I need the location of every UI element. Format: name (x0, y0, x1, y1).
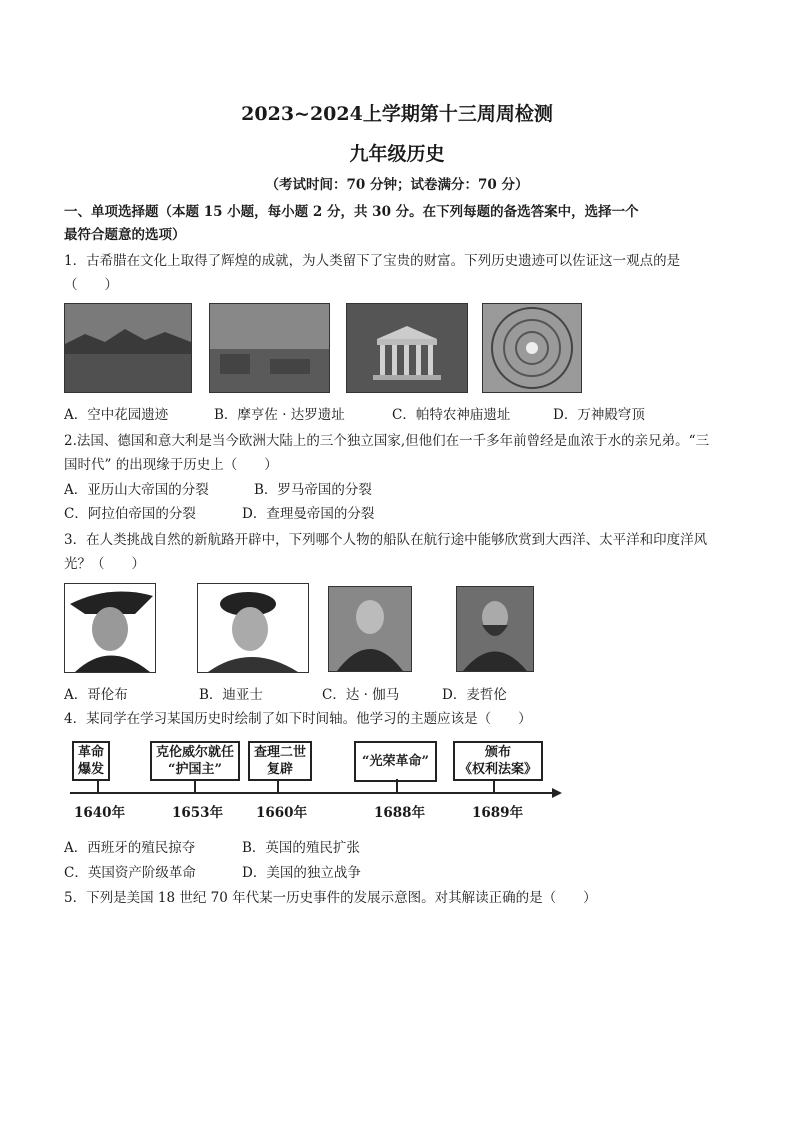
q1-option-a[interactable]: A．空中花园遗迹 (64, 407, 169, 423)
q4-timeline (64, 735, 564, 825)
q3-option-d[interactable]: D．麦哲伦 (442, 687, 507, 703)
timeline-event-1640-line2: 爆发 (78, 762, 105, 777)
timeline-year-1688: 1688年 (374, 805, 426, 821)
q1-image-parthenon (346, 303, 468, 393)
q1-option-c[interactable]: C．帕特农神庙遗址 (392, 407, 511, 423)
q4-option-a[interactable]: A．西班牙的殖民掠夺 (64, 840, 196, 856)
section1-heading-line2: 最符合题意的选项） (64, 227, 186, 243)
q3-image-da-gama-portrait (328, 586, 412, 672)
q1-image-hanging-gardens (64, 303, 192, 393)
q3-option-b[interactable]: B．迪亚士 (199, 687, 263, 703)
q4-option-b[interactable]: B．英国的殖民扩张 (242, 840, 360, 856)
timeline-year-1689: 1689年 (472, 805, 524, 821)
exam-subtitle: 九年级历史 (349, 143, 445, 165)
q3-image-magellan-portrait (456, 586, 534, 672)
q3-option-a[interactable]: A．哥伦布 (64, 687, 128, 703)
q5-stem: 5．下列是美国 18 世纪 70 年代某一历史事件的发展示意图。对其解读正确的是（ ） (64, 890, 597, 906)
q1-stem-line2: （ ） (64, 277, 118, 293)
q3-image-dias-portrait (197, 583, 309, 673)
q4-option-d[interactable]: D．美国的独立战争 (242, 865, 361, 881)
q1-option-b[interactable]: B．摩亨佐 · 达罗遗址 (214, 407, 345, 423)
timeline-event-1653-line2: “护国主” (168, 762, 222, 777)
q3-stem-line2: 光？（ ） (64, 556, 145, 572)
q1-image-pantheon-dome (482, 303, 582, 393)
q2-stem-line1: 2.法国、德国和意大利是当今欧洲大陆上的三个独立国家,但他们在一千多年前曾经是血浓于水的亲兄弟。“三 (64, 433, 710, 449)
q4-stem: 4．某同学在学习某国历史时绘制了如下时间轴。他学习的主题应该是（ ） (64, 711, 532, 727)
timeline-year-1640: 1640年 (74, 805, 126, 821)
exam-title: 2023~2024上学期第十三周周检测 (241, 103, 553, 125)
timeline-event-1689-line1: 颁布 (485, 745, 512, 760)
q4-option-c[interactable]: C．英国资产阶级革命 (64, 865, 196, 881)
q2-option-d[interactable]: D．查理曼帝国的分裂 (242, 506, 375, 522)
section1-heading-line1: 一、单项选择题（本题 15 小题，每小题 2 分，共 30 分。在下列每题的备选答案中，选择一个 (64, 204, 639, 220)
q2-stem-line2: 国时代” 的出现缘于历史上（ ） (64, 457, 278, 473)
timeline-year-1660: 1660年 (256, 805, 308, 821)
timeline-event-1688-line1: “光荣革命” (362, 754, 429, 769)
timeline-event-1660-line1: 查理二世 (254, 745, 307, 760)
timeline-event-1689-line2: 《权利法案》 (459, 762, 538, 777)
q3-option-c[interactable]: C．达 · 伽马 (322, 687, 400, 703)
q2-option-a[interactable]: A．亚历山大帝国的分裂 (64, 482, 209, 498)
q1-stem-line1: 1．古希腊在文化上取得了辉煌的成就，为人类留下了宝贵的财富。下列历史遗迹可以佐证这一观点的是 (64, 253, 681, 269)
exam-info: （考试时间：70 分钟；试卷满分：70 分） (265, 177, 529, 193)
q3-image-columbus-portrait (64, 583, 156, 673)
timeline-year-1653: 1653年 (172, 805, 224, 821)
timeline-event-1653-line1: 克伦威尔就任 (156, 745, 235, 760)
q1-option-d[interactable]: D．万神殿穹顶 (553, 407, 645, 423)
timeline-event-1640-line1: 革命 (78, 745, 105, 760)
timeline-event-1660-line2: 复辟 (267, 762, 294, 777)
q2-option-c[interactable]: C．阿拉伯帝国的分裂 (64, 506, 196, 522)
q3-stem-line1: 3．在人类挑战自然的新航路开辟中，下列哪个人物的船队在航行途中能够欣赏到大西洋、太平洋和印度洋风 (64, 532, 708, 548)
q2-option-b[interactable]: B．罗马帝国的分裂 (254, 482, 372, 498)
q1-image-mohenjo-daro (209, 303, 330, 393)
